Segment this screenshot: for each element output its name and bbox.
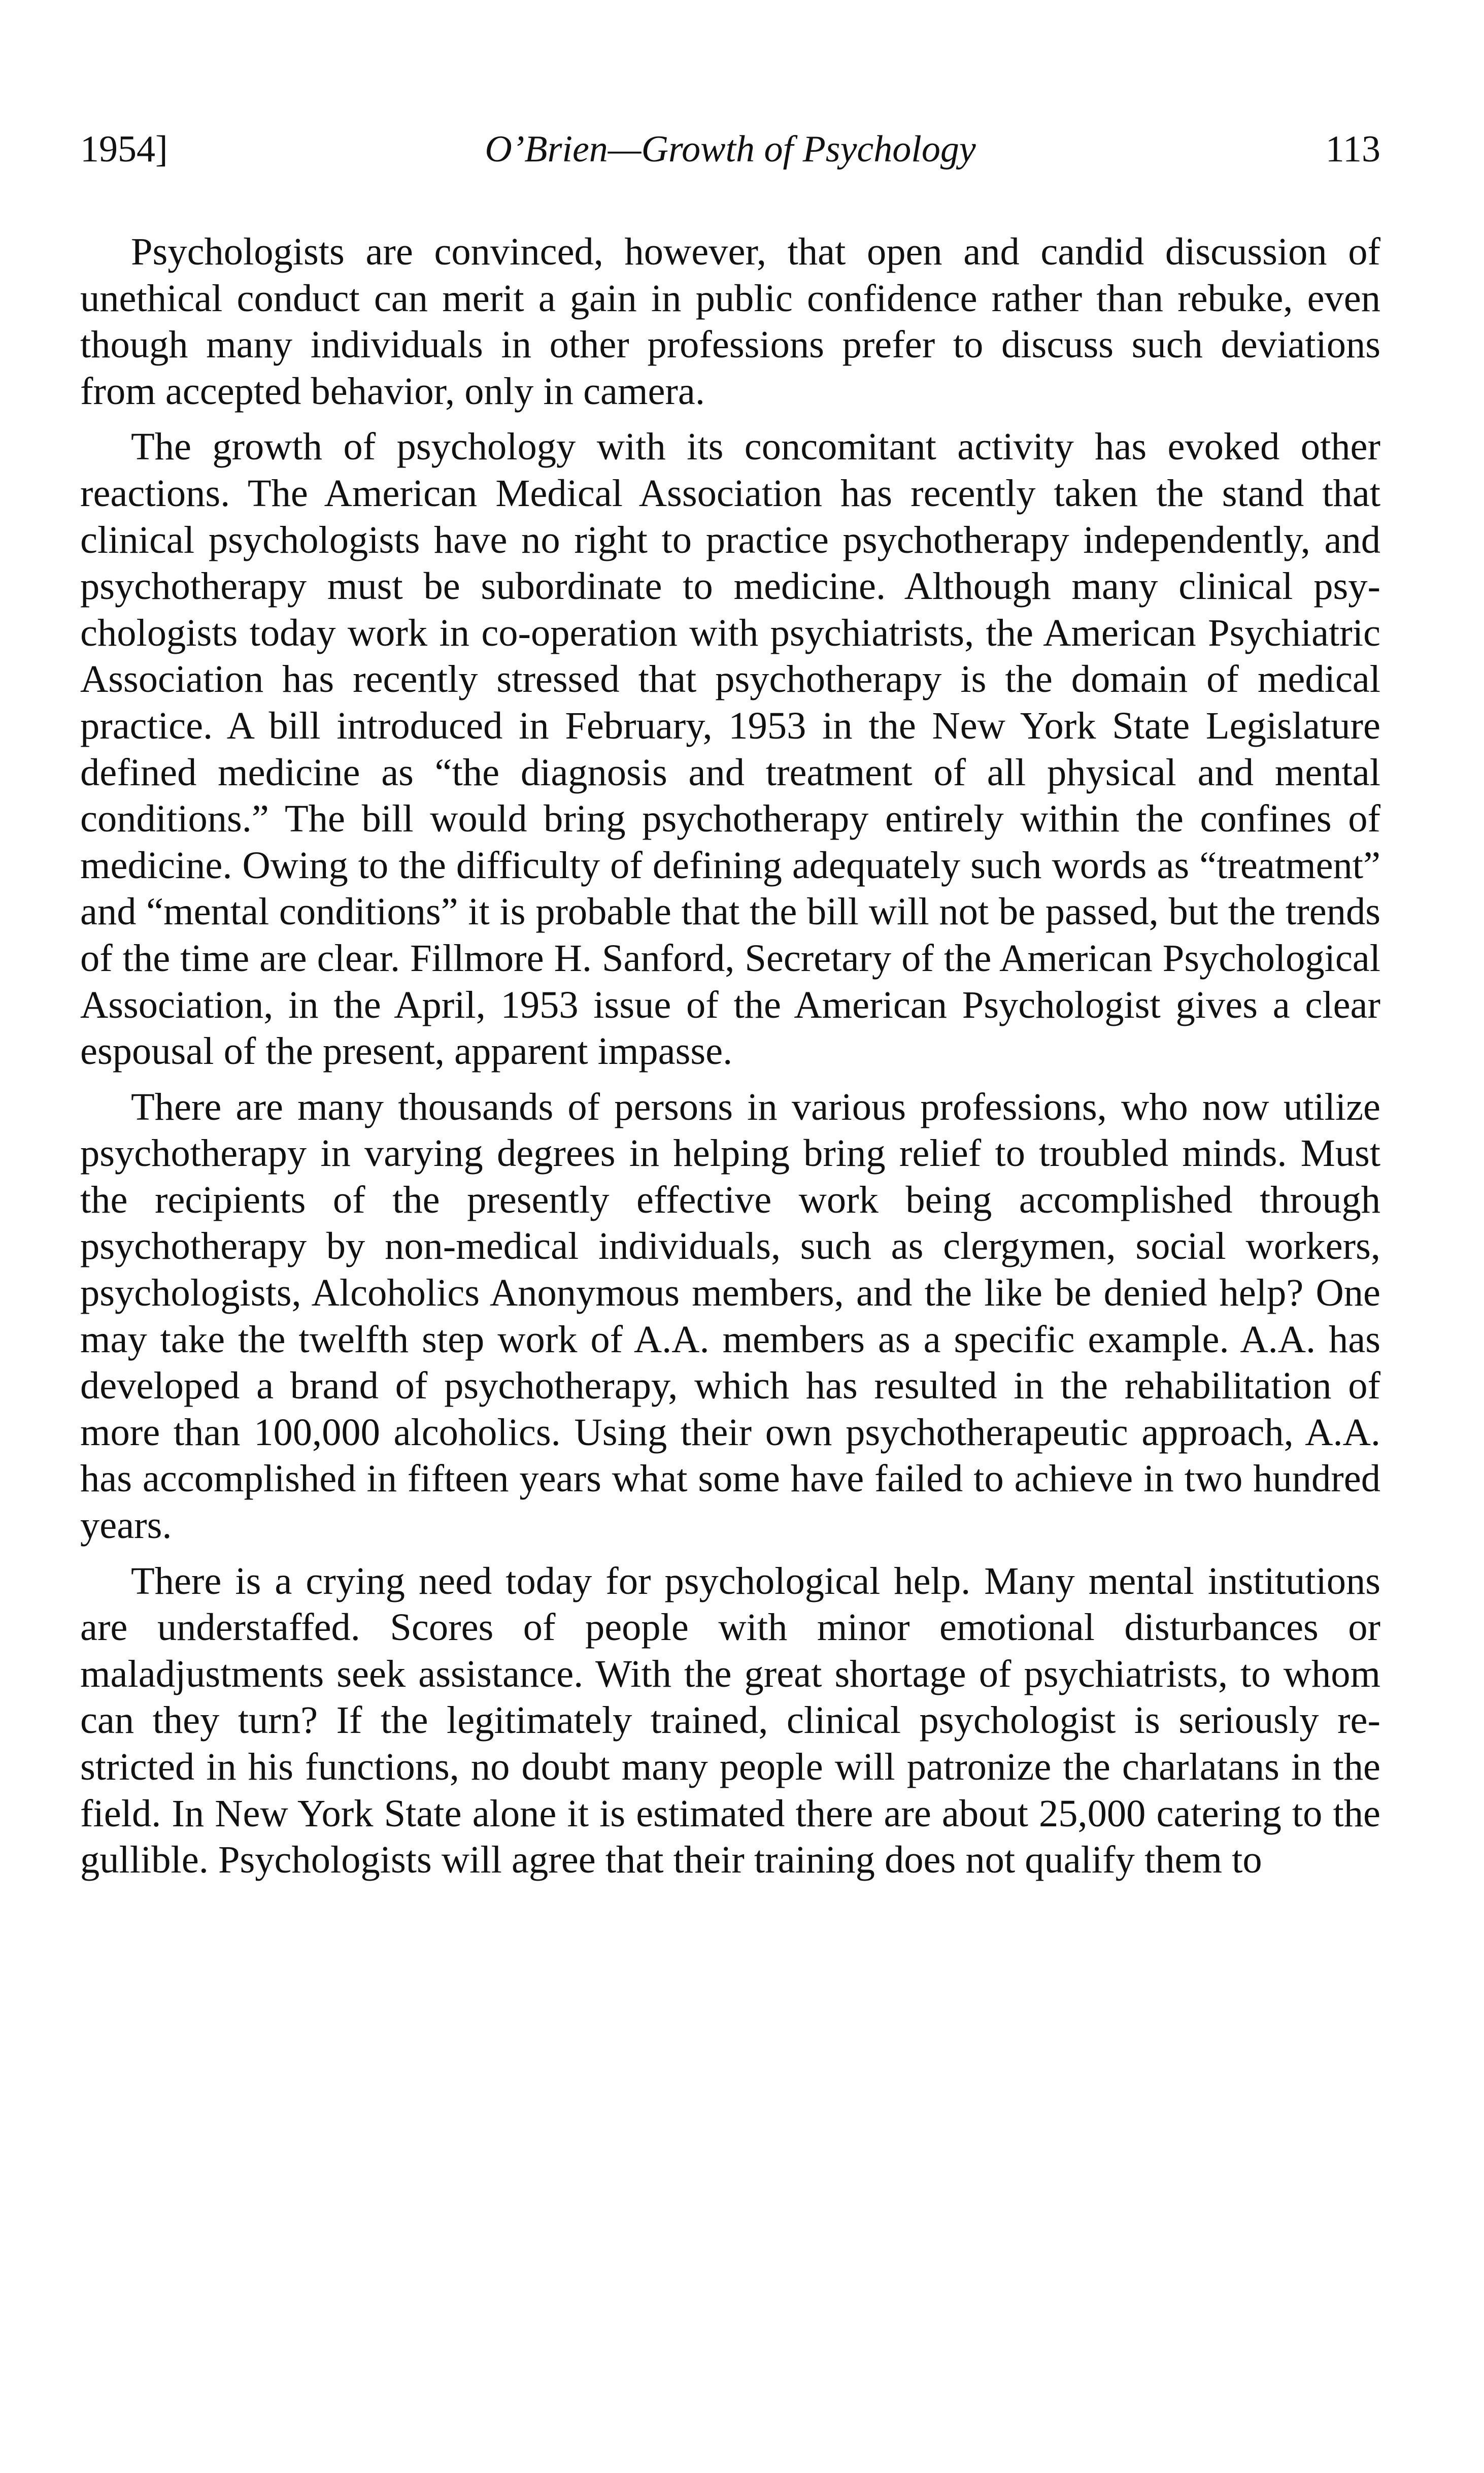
body-text [80, 228, 1380, 1892]
page-number: 113 [1325, 128, 1380, 170]
running-head [80, 126, 1380, 173]
paragraph-2: The growth of psychology with its concomitant activity has evoked other reactions. The American Medical Association has recently taken the stand that clinical psychologists have no right to practice psychotherapy independently, and psychotherapy must be subordinate to medicine. Although many clinical psychologists today work in co-operation with psychiatrists, the American Psychiatric Association has recently stressed that psychotherapy is the domain of medical practice. A bill introduced in February, 1953 in the New York State Legislature defined medicine as “the diagnosis and treatment of all physical and mental conditions.” The bill would bring psychotherapy entirely within the confines of medicine. Owing to the difficulty of defining adequately such words as “treatment” and “mental conditions” it is probable that the bill will not be passed, but the trends of the time are clear. Fillmore H. Sanford, Secretary of the American Psychological Association, in the April, 1953 issue of the American Psychologist gives a clear espousal of the present, apparent impasse. [80, 425, 1380, 1073]
paragraph-4: There is a crying need today for psychological help. Many mental institutions are understaffed. Scores of people with minor emotional disturbances or maladjustments seek assistance. With the great shortage of psychiatrists, to whom can they turn? If the legitimately trained, clinical psychologist is seriously restricted in his functions, no doubt many people will patronize the charlatans in the field. In New York State alone it is estimated there are about 25,000 catering to the gullible. Psychologists will agree that their training does not qualify them to [80, 1559, 1380, 1882]
paragraph-3: There are many thousands of persons in various professions, who now utilize psychotherapy in varying degrees in helping bring relief to troubled minds. Must the recipients of the presently effective work being accomplished through psychotherapy by non-medical individuals, such as clergymen, social workers, psychologists, Alcoholics Anonymous members, and the like be denied help? One may take the twelfth step work of A.A. members as a specific example. A.A. has developed a brand of psychotherapy, which has resulted in the rehabilitation of more than 100,000 alcoholics. Using their own psychotherapeutic approach, A.A. has accomplished in fifteen years what some have failed to achieve in two hundred years. [80, 1085, 1380, 1547]
running-head-title: O’Brien—Growth of Psychology [485, 128, 976, 170]
running-head-year: 1954] [80, 128, 168, 170]
paragraph-1: Psychologists are convinced, however, that open and candid discussion of unethical conduct can merit a gain in public confidence rather than rebuke, even though many individuals in other professions prefer to discuss such deviations from accepted behavior, only in camera. [80, 230, 1380, 413]
